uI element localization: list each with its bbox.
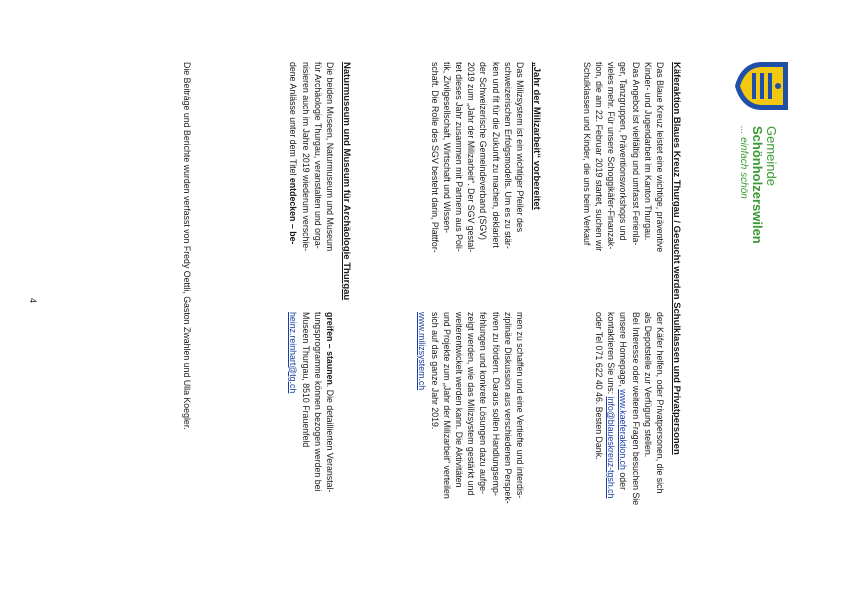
brand-block	[738, 126, 778, 244]
section-heading-kaeferaktion: Käferaktion Blaues Kreuz Thurgau / Gesucht werden Schulklassen und Privatpersonen	[671, 62, 682, 455]
text-line: kontaktieren Sie uns: info@blaueskreuz-tgsh.ch	[606, 312, 617, 499]
page-number: 4	[28, 298, 38, 303]
text-line: ziplinäre Diskussion aus verschiedenen Perspek-	[502, 312, 513, 504]
text-line: nisieren auch im Jahre 2019 wiederum verschie-	[300, 62, 311, 252]
text-line: Museen Thurgau, 8510 Frauenfeld	[300, 312, 311, 448]
text-line: tungsprogramme können bezogen werden bei	[312, 312, 323, 492]
text-line: tet dieses Jahr zusammen mit Partnern aus Poli-	[453, 62, 464, 252]
text-line: ger, Tanzgruppen, Präventionsworkshops und	[618, 62, 629, 241]
text-line: men zu schaffen und eine Vertiefte und interdis-	[515, 312, 525, 499]
brand-tagline: ... einfach schön	[738, 126, 750, 199]
text-line: Die beiden Museen, Naturmuseum und Museum	[325, 62, 335, 252]
text-line: weiterentwickelt werden kann. Die Aktivitäten	[453, 312, 464, 488]
section-3-right-column	[287, 312, 336, 552]
text-line: oder Tel 071 622 40 46. Besten Dank.	[593, 312, 604, 460]
kaeferaktion-link[interactable]: www.kaeferaktion.ch	[618, 389, 629, 470]
blaueskreuz-email-link[interactable]: info@blaueskreuz-tgsh.ch	[606, 396, 617, 499]
text-line: unsere Homepage, www.kaeferaktion.ch oder	[618, 312, 629, 491]
section-heading-museum: Naturmuseum und Museum für Archäologie Thurgau	[341, 62, 352, 301]
text-line: dene Anlässe unter dem Titel entdecken – be-	[288, 62, 299, 245]
text-line: ken und fit für die Zukunft zu machen, deklariert	[490, 62, 501, 248]
text-line: Schulklassen und Kinder, die uns beim Verkauf	[581, 62, 592, 246]
brand-line-2: Schönholzerswilen	[749, 126, 765, 244]
text-line: für Archäologie Thurgau, veranstalten und orga-	[312, 62, 323, 249]
section-heading-milizarbeit: „Jahr der Milizarbeit“ vorbereitet	[531, 62, 542, 210]
text-line: als Depotstelle zur Verfügung stellen.	[642, 312, 653, 458]
museum-email-link[interactable]: heinz.reinhart@tg.ch	[288, 312, 299, 394]
bold-phrase: entdecken – be-	[288, 177, 299, 245]
text-line: Das Milizsystem ist ein wichtiger Pfeiler des	[515, 62, 525, 233]
text-line: schaft. Die Rolle des SGV besteht darin, Plattfor-	[429, 62, 440, 253]
text-line: vieles mehr. Für unsere Schoggikäfer-Finanzak-	[606, 62, 617, 250]
text-line: tik, Zivilgesellschaft, Wirtschaft und Wissen-	[441, 62, 452, 234]
milizsystem-link[interactable]: www.milizsystem.ch	[417, 312, 428, 391]
text-line: greifen – staunen. Die detaillierten Veranstal-	[325, 312, 335, 493]
section-2-left-column	[428, 62, 526, 302]
text-line: tion, die am 22. Februar 2019 startet, suchen wir	[593, 62, 604, 252]
text-line: Bei Interesse oder weiteren Fragen besuchen Sie	[630, 312, 641, 506]
authors-footer: Die Beiträge und Berichte wurden verfasst von Fredy Oettli, Gaston Zwahlen und Ulla Koegler.	[182, 62, 192, 430]
text-line: zeigt werden, wie das Milizsystem gestärkt und	[466, 312, 477, 496]
text-line: Das Blaue Kreuz leistet eine wichtige, präventive	[655, 62, 665, 253]
text-line: schweizerischen Erfolgsmodells. Um es zu stär-	[502, 62, 513, 249]
text-line: der Schweizerische Gemeindeverband (SGV)	[478, 62, 489, 240]
section-1-left-column	[581, 62, 666, 302]
text-line: Das Angebot ist vielfältig und umfasst Ferienla-	[630, 62, 641, 246]
text-line: fehlungen und konkrete Lösungen dazu aufge-	[478, 312, 489, 494]
section-1-right-column	[593, 312, 666, 552]
text-line: tiven zu fördern. Daraus sollen Handlungsemp-	[490, 312, 501, 496]
section-2-right-column	[416, 312, 526, 552]
bold-phrase: greifen – staunen	[325, 312, 335, 385]
text-line: der Käfer helfen, oder Privatpersonen, die sich	[655, 312, 665, 494]
text-line: sich auf das ganze Jahr 2019.	[429, 312, 440, 430]
text-line: 2019 zum „Jahr der Milizarbeit“. Der SGV gestal-	[466, 62, 477, 253]
section-3-left-column	[287, 62, 336, 302]
text-line: Kinder- und Jugendarbeit im Kanton Thurgau.	[642, 62, 653, 241]
municipal-coat-of-arms-icon	[734, 60, 790, 112]
brand-line-1: Gemeinde	[764, 126, 779, 186]
text-line: und Projekte zum „Jahr der Milizarbeit“ verteilen	[441, 312, 452, 499]
